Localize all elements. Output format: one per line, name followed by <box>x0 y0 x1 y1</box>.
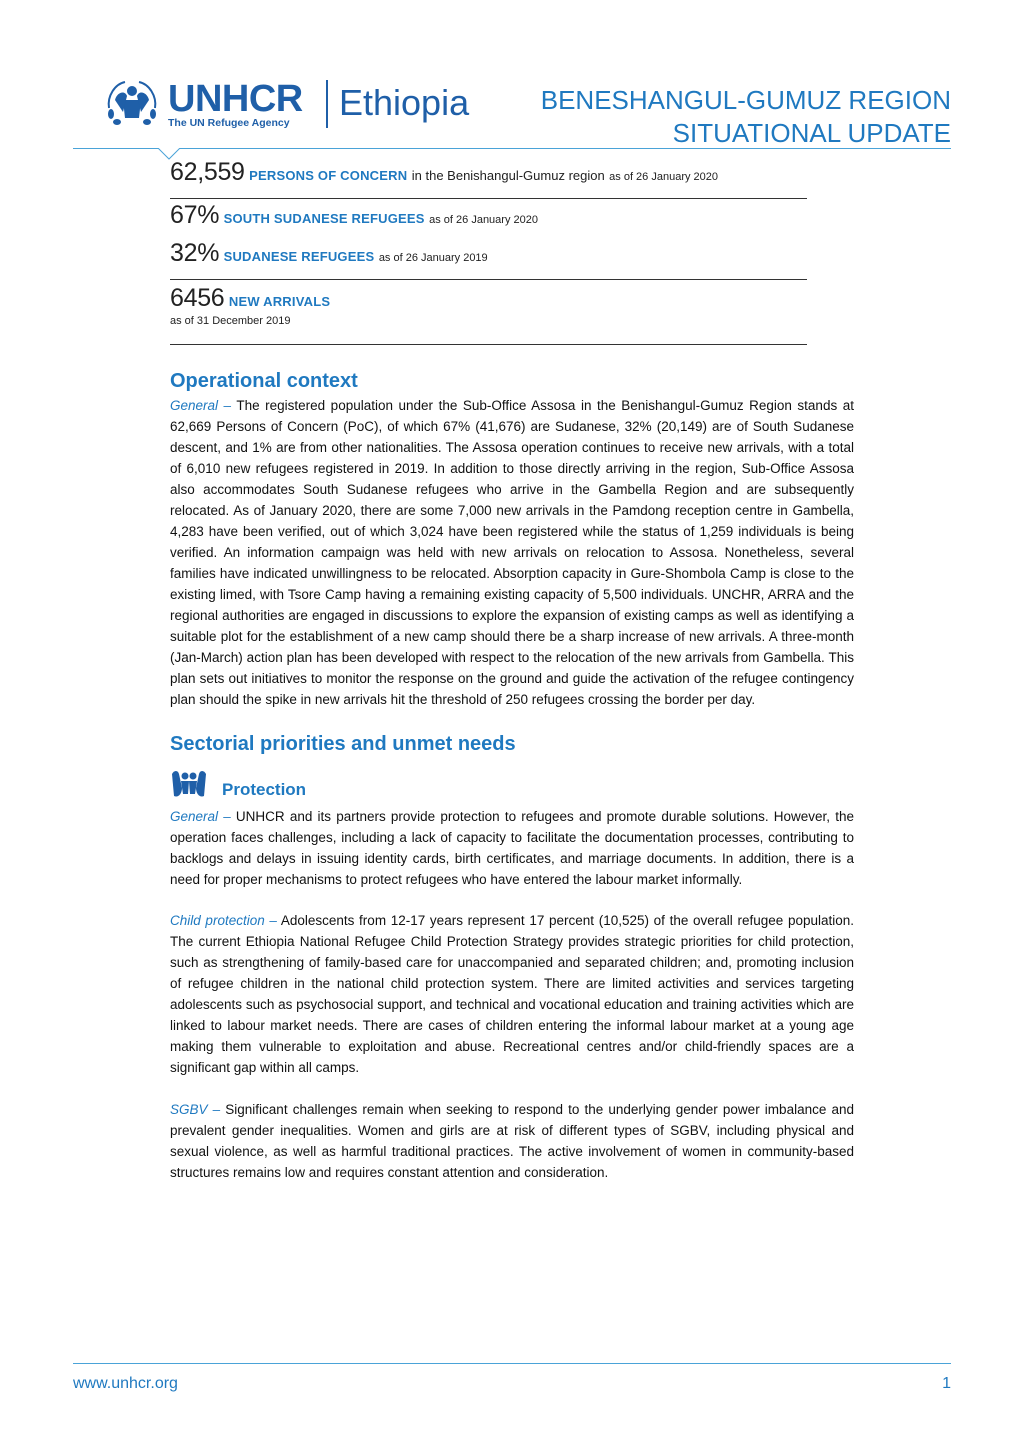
section-heading-sectorial: Sectorial priorities and unmet needs <box>170 733 516 755</box>
footer-rule <box>73 1363 951 1364</box>
figure-as-of: as of 26 January 2020 <box>609 171 719 183</box>
paragraph-lead: SGBV – <box>170 1102 221 1117</box>
paragraph-text: UNHCR and its partners provide protection to refugees and promote durable solutions. However, the operation faces challenges, including a lack of capacity to facilitate the documentation processes, contributing to backlogs and delays in issuing identity cards, birth certificates, and marriage documents. In addition, there is a need for proper mechanisms to protect refugees who have entered the labour market informally. <box>170 809 854 887</box>
paragraph-text: Adolescents from 12-17 years represent 17 percent (10,525) of the overall refugee population. The current Ethiopia National Refugee Child Protection Strategy provides strategic priorities for child protection, such as strengthening of family-based care for unaccompanied and separated children; and, promoting inclusion of refugee children in the national child protection system. There are limited activities and services targeting adolescents such as psychosocial support, and technical and vocational education and training activities which are linked to labour market needs. There are cases of children entering the informal labour market at a young age making them vulnerable to exploitation and abuse. Recreational centres and/or child-friendly spaces are a significant gap within all camps. <box>170 913 854 1075</box>
figure-as-of: as of 31 December 2019 <box>170 315 291 327</box>
unhcr-emblem-icon <box>103 78 161 130</box>
section-heading-operational-context: Operational context <box>170 370 358 392</box>
protection-hands-icon <box>170 768 208 802</box>
figure-label: SOUTH SUDANESE REFUGEES <box>223 211 425 226</box>
page-number: 1 <box>942 1375 951 1392</box>
figure-as-of: as of 26 January 2019 <box>378 252 488 264</box>
protection-general-paragraph <box>170 806 854 890</box>
logo-wordmark: UNHCR <box>168 78 303 120</box>
paragraph-text: The registered population under the Sub-Office Assosa in the Benishangul-Gumuz Region stands at 62,669 Persons of Concern (PoC), of which 67% (41,676) are Sudanese, 32% (20,149) are of South Sudanese descent, and 1% are from other nationalities. The Assosa operation continues to receive new arrivals, with a total of 6,010 new refugees registered in 2019. In addition to those directly arriving in the region, Sub-Office Assosa also accommodates South Sudanese refugees who arrive in the Gambella Region and are subsequently relocated. As of January 2020, there are some 7,000 new arrivals in the Pamdong reception centre in Gambella, 4,283 have been verified, out of which 3,024 have been registered while the status of 1,259 individuals is being verified. An information campaign was held with new arrivals on relocation to Assosa. Nonetheless, several families have indicated unwillingness to be relocated. Absorption capacity in Gure-Shombola Camp is close to the existing limed, with Tsore Camp having a remaining existing capacity of 5,500 individuals. UNCHR, ARRA and the regional authorities are engaged in discussions to explore the expansion of existing camps as well as identifying a suitable plot for the establishment of a new camp should there be a sharp increase of new arrivals. A three-month (Jan-March) action plan has been developed with respect to the relocation of the new arrivals from Gambella. This plan sets out initiatives to monitor the response on the ground and guide the activation of the refugee contingency plan should the spike in new arrivals hit the threshold of 250 refugees crossing the border per day. <box>170 398 854 707</box>
footer-website-link[interactable]: www.unhcr.org <box>73 1375 178 1392</box>
figure-new-arrivals <box>170 280 807 338</box>
figure-sudanese <box>170 239 807 277</box>
figure-number: 62,559 <box>170 158 245 186</box>
key-figures <box>170 158 807 345</box>
paragraph-lead: General – <box>170 809 231 824</box>
child-protection-paragraph <box>170 910 854 1078</box>
logo-tagline: The UN Refugee Agency <box>168 117 290 129</box>
figure-label: SUDANESE REFUGEES <box>223 249 375 264</box>
sgbv-paragraph <box>170 1099 854 1183</box>
figure-as-of: as of 26 January 2020 <box>429 214 538 226</box>
paragraph-lead: Child protection – <box>170 913 277 928</box>
figure-divider <box>170 344 807 345</box>
protection-header <box>170 768 854 806</box>
paragraph-text: Significant challenges remain when seeking to respond to the underlying gender power imbalance and prevalent gender inequalities. Women and girls are at risk of different types of SGBV, including physical and sexual violence, as well as harmful traditional practices. The active involvement of women in community-based structures remains low and requires constant attention and consideration. <box>170 1102 854 1180</box>
title-line-1: BENESHANGUL-GUMUZ REGION <box>540 85 951 115</box>
protection-title: Protection <box>222 780 307 799</box>
figure-number: 6456 <box>170 284 225 312</box>
paragraph-lead: General – <box>170 398 232 413</box>
figure-persons-of-concern <box>170 158 807 192</box>
header-rule <box>73 148 951 149</box>
figure-number: 32% <box>170 239 220 267</box>
title-line-2: SITUATIONAL UPDATE <box>672 118 951 148</box>
figure-label: PERSONS OF CONCERN <box>249 168 408 183</box>
operational-context-paragraph <box>170 395 854 710</box>
figure-label: NEW ARRIVALS <box>228 294 331 309</box>
logo-divider <box>326 80 328 128</box>
figure-south-sudanese <box>170 199 807 239</box>
main-content <box>170 367 854 1183</box>
document-title <box>541 84 951 150</box>
figure-number: 67% <box>170 201 220 229</box>
unhcr-logo <box>103 78 483 134</box>
figure-detail: in the Benishangul-Gumuz region <box>411 168 605 183</box>
country-name: Ethiopia <box>339 82 470 123</box>
